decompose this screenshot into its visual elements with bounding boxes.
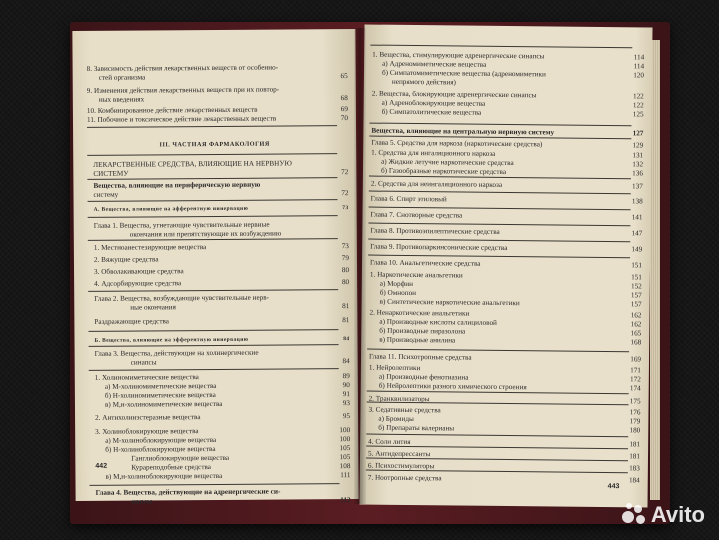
right-toc-title: 1. Нейролептики (368, 363, 421, 373)
left-toc-title: 9. Изменения действия лекарственных веществ при их повтор- (86, 85, 280, 95)
right-toc-row (361, 381, 649, 393)
right-toc-page-number: 136 (632, 169, 644, 178)
left-toc-page-number: 93 (342, 399, 350, 408)
right-toc-title: а) Адреномиметические вещества (382, 59, 487, 69)
right-toc-page-number: 181 (629, 440, 641, 449)
left-toc-row (75, 471, 358, 481)
left-toc-row (73, 159, 356, 169)
right-toc-row (364, 107, 652, 119)
section-divider (370, 45, 632, 49)
avito-watermark (622, 502, 705, 528)
section-divider (368, 255, 630, 259)
right-toc-row (360, 423, 648, 435)
right-toc-title: а) Бромиды (378, 414, 414, 424)
left-toc-title: Курареподобные средства (131, 463, 212, 472)
section-divider (87, 125, 337, 128)
right-toc-title: Глава 7. Снотворные средства (370, 210, 463, 220)
right-toc-row (361, 405, 649, 417)
right-toc-row (362, 288, 650, 300)
right-toc-page-number: 114 (633, 53, 645, 62)
left-toc-title: б) Н-холиномиметические вещества (104, 391, 216, 400)
section-divider (88, 289, 338, 292)
right-toc-row (362, 242, 650, 254)
right-toc-page-number: 129 (632, 141, 644, 150)
left-toc-row (74, 316, 357, 326)
left-toc-title: Глава 1. Вещества, угнетающие чувствительные нервные (93, 220, 270, 230)
left-toc-page-number: 105 (339, 444, 351, 453)
left-toc-row (74, 242, 357, 252)
right-toc-title: в) Производные анилина (379, 335, 456, 345)
left-toc-row (75, 348, 358, 358)
section-divider (367, 402, 629, 406)
right-toc-page-number: 125 (632, 110, 644, 119)
left-toc-title: окончания или препятствующие их возбуждению (129, 229, 282, 239)
right-toc-title: 6. Психостимуляторы (367, 461, 435, 471)
right-toc-row (363, 148, 651, 160)
right-toc-title: 2. Транквилизаторы (368, 394, 430, 404)
left-toc-title: ЛЕКАРСТВЕННЫЕ СРЕДСТВА, ВЛИЯЮЩИЕ НА НЕРВНУЮ (93, 159, 292, 169)
left-toc-page-number: 80 (341, 278, 350, 287)
right-toc-title: а) Морфин (379, 279, 413, 289)
left-toc-page-number: 111 (340, 471, 351, 480)
left-toc-page-number: 90 (342, 381, 350, 390)
left-toc-title: Глава 2. Вещества, возбуждающие чувствительные нерв- (94, 293, 270, 303)
section-divider (89, 368, 339, 371)
right-toc-page-number: 114 (633, 62, 645, 71)
section-divider (366, 446, 628, 450)
right-toc-page-number: 120 (633, 71, 645, 80)
section-divider (367, 349, 629, 353)
left-toc-row (74, 220, 357, 230)
right-toc-row (362, 308, 650, 320)
book-gutter (354, 28, 366, 504)
left-toc-page-number: 70 (340, 114, 349, 123)
avito-watermark-text: Avito (650, 502, 705, 527)
left-toc-page-number: 89 (342, 372, 350, 381)
left-toc-title: а) М-холиномиметические вещества (104, 381, 217, 391)
right-toc-row (361, 363, 649, 375)
right-toc-page-number: 162 (630, 320, 642, 329)
right-toc-page-number: 138 (631, 197, 643, 206)
right-toc-row (363, 126, 651, 138)
right-toc-title: а) Производные фенотиазина (378, 372, 469, 382)
section-divider (368, 239, 630, 243)
left-toc-title: стей организма (98, 73, 146, 82)
left-toc-row (74, 278, 357, 288)
left-toc-title: 1. Холиномиметические вещества (94, 373, 199, 382)
left-page-number: 442 (95, 462, 108, 470)
section-divider (366, 458, 628, 462)
right-toc-title: 2. Вещества, блокирующие адренергические синапсы (371, 89, 537, 100)
section-divider (369, 176, 631, 180)
right-toc-title: 7. Ноотропные средства (367, 473, 442, 483)
left-toc-title: 2. Антихолинэстеразные вещества (95, 413, 201, 422)
left-toc-title: 3. Холиноблокирующие вещества (95, 427, 199, 436)
right-toc-title: Глава 5. Средства для наркоза (наркотические средства) (371, 138, 543, 149)
left-toc-title: 8. Зависимость действия лекарственных веществ от особенно- (86, 63, 279, 73)
right-toc-page-number: 157 (630, 291, 642, 300)
right-toc-row (361, 372, 649, 384)
right-toc-title: в) Синтетические наркотические анальгетики (379, 297, 520, 308)
left-toc-row (73, 140, 356, 149)
section-divider (87, 153, 337, 156)
left-toc-title: ные окончания (130, 303, 176, 312)
right-toc-row (363, 210, 651, 222)
right-toc-page-number: 171 (630, 366, 641, 375)
right-toc-title: Глава 8. Противоэпилептические средства (370, 226, 500, 236)
section-divider (366, 434, 628, 438)
left-toc-page-number: 81 (342, 302, 350, 311)
left-toc-page-number: 81 (342, 316, 350, 325)
left-toc-title: Б. Вещества, влияющие на эфферентную иннервацию (94, 336, 249, 344)
section-divider (88, 329, 338, 332)
left-toc-row (73, 180, 356, 190)
right-toc-row (363, 179, 651, 191)
right-toc-page-number: 181 (629, 452, 641, 461)
left-toc-row (76, 487, 359, 497)
right-toc-page-number: 141 (631, 213, 643, 222)
left-toc-title: Раздражающие средства (94, 317, 170, 326)
left-toc-title: синапсы (130, 358, 157, 367)
left-toc-title: 1. Местноанестезирующие вещества (93, 243, 207, 252)
right-toc-page-number: 157 (630, 300, 642, 309)
left-toc-page-number: 65 (340, 72, 348, 81)
right-toc-row (364, 50, 652, 62)
left-toc-row (75, 372, 358, 382)
right-toc-page-number: 175 (629, 397, 641, 406)
left-toc-page-number: 108 (339, 462, 351, 471)
left-toc-title: Глава 4. Вещества, действующие на адренергические си- (95, 487, 281, 497)
left-toc-page-number: 112 (340, 496, 351, 505)
left-toc-title: III. ЧАСТНАЯ ФАРМАКОЛОГИЯ (159, 140, 270, 149)
right-toc-row (362, 226, 650, 238)
right-toc-row (361, 326, 649, 338)
right-toc-title: б) Симпатолитические вещества (381, 107, 482, 117)
right-page-number: 443 (607, 483, 620, 491)
right-toc-title: 5. Антидепрессанты (367, 449, 431, 459)
left-toc-row (73, 105, 356, 115)
right-toc-title: Глава 6. Спирт этиловый (370, 194, 447, 204)
left-toc-row (74, 335, 357, 344)
section-divider (90, 483, 340, 486)
right-toc-title: 1. Наркотические анальгетики (369, 270, 463, 280)
right-toc-title: 3. Седативные средства (368, 405, 441, 415)
left-toc-page-number: 69 (340, 105, 348, 114)
avito-logo-icon (622, 503, 646, 527)
right-toc-title: Глава 9. Противопаркинсонические средства (370, 242, 508, 253)
left-toc-page-number: 79 (341, 254, 349, 263)
right-toc-row (361, 335, 649, 347)
left-toc-page-number: 73 (342, 205, 349, 212)
right-toc-title: 2. Средства для неингаляционного наркоза (370, 179, 503, 189)
right-toc-page-number: 127 (632, 129, 644, 138)
section-divider (369, 207, 631, 211)
right-toc-page-number: 174 (629, 384, 641, 393)
left-toc-title: Вещества, влияющие на периферическую нервную (93, 180, 261, 190)
right-toc-title: Вещества, влияющие на центральную нервную систему (371, 126, 555, 137)
left-toc-page-number: 91 (342, 390, 350, 399)
section-divider (88, 215, 338, 218)
left-toc-title: СИСТЕМУ (93, 169, 129, 178)
right-toc-row (363, 157, 651, 169)
right-toc-row (360, 437, 648, 449)
right-toc-page-number: 162 (630, 311, 642, 320)
right-toc-page-number: 169 (630, 355, 642, 364)
right-toc-page-number: 179 (629, 417, 641, 426)
section-divider (88, 238, 338, 241)
right-toc-title: б) Омнопон (379, 288, 417, 298)
section-divider (369, 191, 631, 195)
right-toc-title: а) Жидкие летучие наркотические средства (381, 157, 514, 168)
right-toc-page-number: 131 (632, 151, 644, 160)
left-toc-title: 2. Вяжущие средства (93, 255, 159, 264)
right-toc-row (360, 461, 648, 473)
section-divider (88, 199, 338, 202)
right-toc-row (361, 352, 649, 364)
left-toc-page-number: 73 (341, 242, 349, 251)
right-toc-title: а) Адреноблокирующие вещества (381, 98, 486, 108)
right-toc-page-number: 137 (632, 182, 643, 191)
right-toc-title: б) Производные пиразолона (379, 326, 466, 336)
right-toc-title: б) Симпатомиметические вещества (адреномиметики (381, 68, 546, 79)
right-toc-row (360, 449, 648, 461)
left-toc-page-number: 72 (341, 189, 349, 198)
right-toc-title: 1. Средства для ингаляционного наркоза (371, 148, 496, 158)
right-toc-row (360, 473, 648, 485)
right-toc-title: 1. Вещества, стимулирующие адренергические синапсы (372, 50, 545, 61)
left-toc-page-number: 105 (339, 453, 351, 462)
right-page (359, 25, 652, 508)
right-toc-page-number: 122 (632, 92, 644, 101)
section-divider (366, 470, 628, 474)
left-toc-title: ных введениях (98, 95, 145, 104)
right-toc-row (364, 89, 652, 101)
left-toc-page-number: 95 (342, 412, 351, 421)
left-toc-title: в) М,н-холиномиметические вещества (104, 399, 223, 409)
right-toc-row (363, 194, 651, 206)
right-toc-title: 2. Ненаркотические анальгетики (369, 308, 470, 318)
left-toc-page-number: 84 (343, 336, 350, 343)
right-toc-page-number: 151 (631, 261, 643, 270)
left-toc-title: Ганглиоблокирующие вещества (131, 453, 230, 463)
left-toc-page-number: 84 (342, 357, 350, 366)
section-divider (367, 391, 629, 395)
left-toc-title: А. Вещества, влияющие на афферентную иннервацию (93, 205, 249, 213)
right-toc-row (362, 279, 650, 291)
left-toc-title: Глава 3. Вещества, действующие на холинергические (94, 348, 259, 358)
right-toc-page-number: 132 (632, 160, 644, 169)
left-toc-title: 10. Комбинированное действие лекарственных веществ (86, 105, 258, 115)
left-page (72, 29, 358, 506)
right-toc-row (362, 270, 650, 282)
left-toc-row (75, 426, 358, 436)
right-toc-title: непрямого действия) (391, 77, 457, 87)
right-toc-page-number: 176 (629, 408, 641, 417)
right-toc-page-number: 184 (628, 476, 640, 485)
left-toc-page-number: 68 (340, 94, 348, 103)
right-toc-title: Глава 11. Психотропные средства (369, 352, 472, 362)
left-toc-title: а) М-холиноблокирующие вещества (105, 435, 217, 445)
right-toc-title: б) Газообразные наркотические средства (380, 166, 507, 176)
right-toc-page-number: 149 (631, 245, 643, 254)
right-toc-row (362, 258, 650, 270)
right-toc-page-number: 168 (630, 338, 642, 347)
left-toc-page-number: 100 (339, 426, 351, 435)
left-toc-row (74, 254, 357, 264)
left-toc-page-number: 100 (339, 435, 351, 444)
right-toc-row (361, 394, 649, 406)
right-toc-page-number: 183 (629, 464, 640, 473)
right-toc-page-number: 122 (632, 101, 644, 110)
right-toc-page-number: 147 (631, 229, 643, 238)
left-toc-row (74, 266, 357, 276)
right-toc-page-number: 180 (629, 426, 641, 435)
left-toc-row (73, 85, 356, 95)
left-toc-row (74, 204, 357, 213)
left-toc-title: 4. Адсорбирующие средства (94, 279, 182, 288)
left-toc-row (75, 412, 358, 422)
right-toc-title: 4. Соли лития (368, 437, 411, 447)
right-toc-page-number: 172 (629, 375, 641, 384)
right-toc-title: б) Препараты валерианы (378, 423, 455, 433)
left-toc-title: в) М,н-холиноблокирующие вещества (105, 471, 223, 481)
right-toc-title: а) Производные кислоты салициловой (379, 317, 497, 327)
section-divider (369, 123, 631, 127)
left-toc-row (73, 63, 356, 73)
left-toc-title: напсы (131, 497, 153, 506)
section-divider (368, 223, 630, 227)
right-toc-page-number: 151 (631, 273, 642, 282)
left-toc-title: систему (93, 190, 119, 199)
left-toc-title: б) Н-холиноблокирующие вещества (105, 445, 216, 454)
left-toc-page-number: 80 (341, 266, 350, 275)
left-toc-page-number: 72 (341, 168, 349, 177)
right-toc-title: б) Нейролептики разного химического строения (378, 381, 527, 392)
left-toc-title: 3. Обволакивающие средства (94, 267, 184, 276)
left-toc-title: 11. Побочное и токсическое действие лекарственных веществ (86, 114, 277, 124)
right-toc-page-number: 152 (630, 282, 642, 291)
right-toc-page-number: 165 (630, 329, 642, 338)
right-toc-row (364, 68, 652, 80)
left-toc-row (74, 293, 357, 303)
right-toc-title: Глава 10. Анальгетические средства (369, 258, 481, 268)
right-toc-row (361, 317, 649, 329)
right-toc-row (362, 297, 650, 309)
right-toc-row (360, 414, 648, 426)
